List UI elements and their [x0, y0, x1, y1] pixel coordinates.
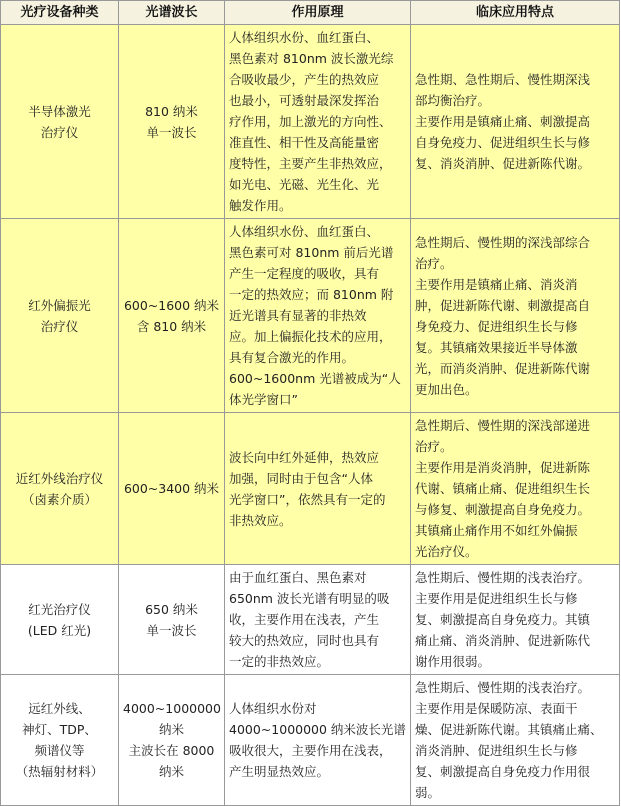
cell-line: 纳米: [158, 764, 184, 779]
cell-line: 燥、促进新陈代谢。其镇痛止痛、: [415, 722, 603, 737]
cell-line: 急性期、急性期后、慢性期深浅: [415, 72, 591, 87]
cell-line: 人体组织水份、血红蛋白、: [229, 30, 380, 45]
cell-line: 吸收很大，主要作用在浅表，: [229, 743, 392, 758]
cell-line: 其镇痛止痛作用不如红外偏振: [415, 523, 578, 538]
cell-line: 代谢、镇痛止痛、促进组织生长: [415, 481, 591, 496]
cell-line: 治疗仪: [40, 124, 79, 140]
cell-line: 产生一定程度的吸收，具有: [229, 266, 380, 281]
device-name-cell: [1, 413, 119, 565]
cell-line: 也最小，可透射最深发挥治: [229, 93, 380, 108]
cell-line: 黑色素对 810nm 波长激光综: [229, 51, 394, 66]
cell-line: 650 纳米: [145, 601, 198, 617]
cell-line: 更加出色。: [415, 381, 478, 397]
cell-line: 4000~1000000 纳米波长光谱: [229, 722, 406, 737]
cell-line: 主波长在 8000: [128, 743, 215, 758]
cell-line: 光学窗口”，依然具有一定的: [229, 491, 386, 507]
cell-line: 一定的非热效应。: [229, 654, 330, 669]
cell-line: 谢作用很弱。: [415, 654, 491, 669]
header-device-type: 光疗设备种类: [1, 1, 119, 25]
cell-line: 触发作用。: [229, 198, 292, 213]
cell-line: 纳米: [158, 722, 184, 737]
wavelength-cell: [119, 219, 225, 413]
device-name-cell: [1, 675, 119, 806]
cell-line: 近红外线治疗仪: [15, 470, 104, 486]
wavelength-cell: [119, 413, 225, 565]
cell-line: 红外偏振光: [28, 297, 91, 313]
cell-line: 一定的热效应；而 810nm 附: [229, 287, 394, 302]
cell-line: 人体组织水份对: [229, 701, 317, 716]
cell-line: 具有复合激光的作用。: [229, 350, 355, 365]
header-wavelength: 光谱波长: [119, 1, 225, 25]
clinical-cell: [411, 219, 620, 413]
cell-line: 600~1600 纳米: [123, 297, 220, 313]
cell-line: 较大的热效应，同时也具有: [229, 633, 380, 648]
cell-line: 痛止痛、消炎消肿、促进新陈代: [415, 633, 591, 648]
cell-line: 主要作用是镇痛止痛、刺激提高: [415, 114, 591, 129]
cell-line: 急性期后、慢性期的深浅部综合: [415, 234, 591, 250]
cell-line: 合吸收最少，产生的热效应: [229, 72, 380, 87]
principle-cell: [225, 675, 411, 806]
principle-cell: [225, 565, 411, 675]
cell-line: 黑色素可对 810nm 前后光谱: [229, 245, 394, 260]
cell-line: 近光谱具有显著的非热效: [229, 308, 367, 323]
principle-cell: [225, 25, 411, 219]
cell-line: 准直性、相干性及高能量密: [229, 135, 380, 150]
cell-line: （卤素介质）: [21, 491, 97, 507]
cell-line: 主要作用是保暖防凉、表面干: [415, 701, 578, 716]
cell-line: 收，主要作用在浅表，产生: [229, 612, 380, 627]
cell-line: 主要作用是镇痛止痛、消炎消: [415, 276, 578, 292]
cell-line: 810 纳米: [145, 103, 198, 119]
cell-line: 神灯、TDP、: [22, 722, 97, 737]
cell-line: 波长向中红外延伸，热效应: [229, 449, 380, 465]
cell-line: 疗作用，加上激光的方向性、: [229, 114, 392, 129]
cell-line: 由于血红蛋白、黑色素对: [229, 570, 367, 585]
cell-line: 弱。: [415, 785, 441, 800]
cell-line: 急性期后、慢性期的深浅部递进: [415, 418, 591, 433]
cell-line: 红光治疗仪: [28, 601, 91, 617]
cell-line: 肿，促进新陈代谢、刺激提高自: [415, 297, 591, 313]
cell-line: 600~1600nm 光谱被成为“人: [229, 371, 401, 386]
clinical-cell: [411, 25, 620, 219]
cell-line: 身免疫力、促进组织生长与修: [415, 318, 578, 334]
cell-line: 治疗。: [415, 255, 453, 271]
cell-line: (LED 红光): [27, 622, 92, 638]
cell-line: 4000~1000000: [123, 701, 221, 716]
cell-line: 应。加上偏振化技术的应用，: [229, 329, 392, 344]
cell-line: 光治疗仪。: [415, 544, 478, 559]
header-row: [1, 1, 620, 25]
cell-line: 与修复、刺激提高自身免疫力。: [415, 502, 591, 517]
cell-line: 600~3400 纳米: [123, 481, 220, 496]
wavelength-cell: [119, 675, 225, 806]
cell-line: 远红外线、: [28, 701, 91, 716]
cell-line: 非热效应。: [229, 512, 292, 528]
cell-line: 人体组织水份、血红蛋白、: [229, 224, 380, 239]
cell-line: 自身免疫力、促进组织生长与修: [415, 135, 591, 150]
cell-line: 急性期后、慢性期的浅表治疗。: [415, 680, 591, 695]
cell-line: 主要作用是促进组织生长与修: [415, 591, 578, 606]
table-row: [1, 565, 620, 675]
principle-cell: [225, 219, 411, 413]
cell-line: 复。其镇痛效果接近半导体激: [415, 339, 578, 355]
cell-line: 产生明显热效应。: [229, 764, 330, 779]
cell-line: 单一波长: [146, 622, 197, 638]
device-name-cell: [1, 25, 119, 219]
cell-line: 650nm 波长光谱有明显的吸: [229, 591, 390, 606]
table-row: [1, 219, 620, 413]
cell-line: 复、刺激提高自身免疫力。其镇: [415, 612, 591, 627]
cell-line: 如光电、光磁、光生化、光: [229, 177, 380, 192]
table-body: [1, 25, 620, 806]
cell-line: 半导体激光: [28, 103, 91, 119]
wavelength-cell: [119, 25, 225, 219]
cell-line: 复、消炎消肿、促进新陈代谢。: [415, 156, 591, 171]
cell-line: 急性期后、慢性期的浅表治疗。: [415, 570, 591, 585]
cell-line: （热辐射材料）: [15, 764, 104, 779]
clinical-cell: [411, 413, 620, 565]
principle-cell: [225, 413, 411, 565]
table-row: [1, 413, 620, 565]
cell-line: 度特性，主要产生非热效应，: [229, 156, 392, 171]
wavelength-cell: [119, 565, 225, 675]
header-clinical: 临床应用特点: [411, 1, 620, 25]
cell-line: 治疗仪: [40, 318, 79, 334]
cell-line: 含 810 纳米: [136, 318, 207, 334]
cell-line: 部均衡治疗。: [415, 93, 491, 108]
device-name-cell: [1, 219, 119, 413]
cell-line: 治疗。: [415, 439, 453, 454]
clinical-cell: [411, 565, 620, 675]
cell-line: 加强，同时由于包含“人体: [229, 470, 373, 486]
cell-line: 单一波长: [146, 124, 197, 140]
header-principle: 作用原理: [225, 1, 411, 25]
cell-line: 主要作用是消炎消肿，促进新陈: [415, 460, 591, 475]
cell-line: 消炎消肿、促进组织生长与修: [415, 743, 578, 758]
cell-line: 光，而消炎消肿、促进新陈代谢: [415, 360, 591, 376]
device-name-cell: [1, 565, 119, 675]
cell-line: 体光学窗口”: [229, 392, 298, 407]
cell-line: 频谱仪等: [34, 743, 85, 758]
cell-line: 复、刺激提高自身免疫力作用很: [415, 764, 591, 779]
table-row: [1, 25, 620, 219]
clinical-cell: [411, 675, 620, 806]
table-row: [1, 675, 620, 806]
